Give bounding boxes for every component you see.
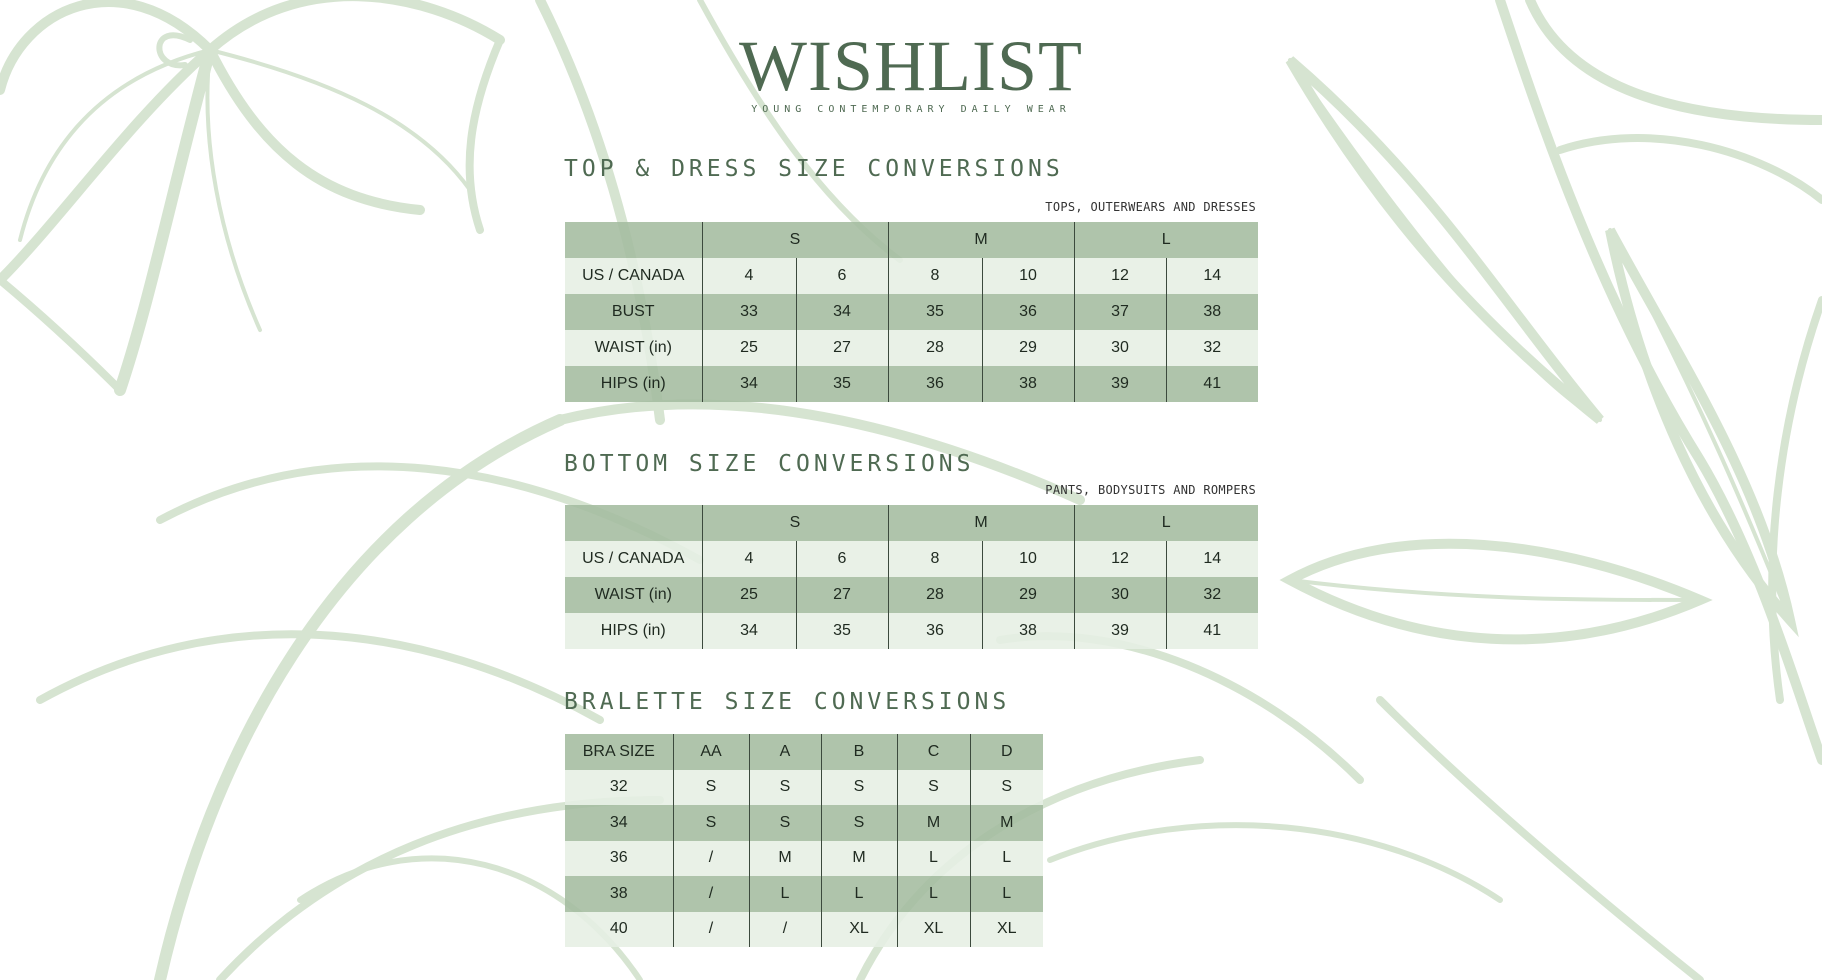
table-cell: S [897,770,970,806]
table-cell: 34 [796,294,888,330]
table-cell: 12 [1074,541,1166,577]
header-cell: BRA SIZE [565,734,673,770]
table-cell: 35 [796,366,888,402]
table-cell: 36 [888,366,982,402]
table-cell: 34 [702,366,796,402]
top-dress-table [565,222,1258,402]
table-cell: S [673,805,749,841]
table-cell: 28 [888,577,982,613]
table-cell: / [673,912,749,948]
top-dress-note: TOPS, OUTERWEARS AND DRESSES [1045,200,1256,214]
table-cell: S [749,805,821,841]
table-cell: 12 [1074,258,1166,294]
table-cell: 27 [796,577,888,613]
table-cell: L [970,841,1043,877]
table-cell: 4 [702,258,796,294]
table-cell: 35 [796,613,888,649]
header-cell: AA [673,734,749,770]
brand-header [0,26,1822,115]
table-cell: 14 [1166,541,1258,577]
header-cell: C [897,734,970,770]
table-row [565,841,1043,877]
table-cell: 39 [1074,366,1166,402]
brand-logo: WISHLIST [739,26,1083,106]
table-cell: 10 [982,541,1074,577]
size-group-s: S [702,505,888,541]
table-cell: 25 [702,330,796,366]
header-empty-cell [565,505,702,541]
table-cell: 41 [1166,613,1258,649]
table-header-row [565,734,1043,770]
table-cell: 32 [1166,577,1258,613]
row-label: 38 [565,876,673,912]
table-cell: S [821,770,897,806]
table-cell: 29 [982,577,1074,613]
table-cell: L [897,876,970,912]
row-label: WAIST (in) [565,330,702,366]
table-cell: XL [821,912,897,948]
table-cell: 37 [1074,294,1166,330]
table-cell: M [821,841,897,877]
table-cell: 34 [702,613,796,649]
bottom-table [565,505,1258,649]
table-row [565,258,1258,294]
size-group-m: M [888,222,1074,258]
table-cell: L [897,841,970,877]
row-label: WAIST (in) [565,577,702,613]
table-cell: S [749,770,821,806]
bralette-title: BRALETTE SIZE CONVERSIONS [564,689,1011,715]
table-cell: M [970,805,1043,841]
header-cell: A [749,734,821,770]
row-label: HIPS (in) [565,613,702,649]
table-cell: 8 [888,258,982,294]
table-cell: 33 [702,294,796,330]
table-row [565,613,1258,649]
header-empty-cell [565,222,702,258]
table-cell: M [749,841,821,877]
bralette-table [565,734,1043,947]
table-cell: 32 [1166,330,1258,366]
table-cell: 39 [1074,613,1166,649]
table-row [565,912,1043,948]
table-cell: / [749,912,821,948]
size-group-m: M [888,505,1074,541]
table-cell: L [970,876,1043,912]
table-cell: 4 [702,541,796,577]
table-cell: 14 [1166,258,1258,294]
row-label: 34 [565,805,673,841]
table-cell: 25 [702,577,796,613]
table-cell: 36 [982,294,1074,330]
table-cell: 29 [982,330,1074,366]
table-cell: 36 [888,613,982,649]
table-cell: 41 [1166,366,1258,402]
table-row [565,876,1043,912]
table-cell: S [970,770,1043,806]
size-group-s: S [702,222,888,258]
table-cell: M [897,805,970,841]
table-cell: 35 [888,294,982,330]
row-label: US / CANADA [565,258,702,294]
bottom-note: PANTS, BODYSUITS AND ROMPERS [1045,483,1256,497]
table-header-row [565,222,1258,258]
table-cell: 30 [1074,330,1166,366]
table-cell: XL [970,912,1043,948]
table-row [565,541,1258,577]
table-cell: 30 [1074,577,1166,613]
table-row [565,330,1258,366]
table-cell: 28 [888,330,982,366]
row-label: 36 [565,841,673,877]
table-cell: / [673,841,749,877]
header-cell: B [821,734,897,770]
table-cell: 27 [796,330,888,366]
table-cell: 38 [1166,294,1258,330]
header-cell: D [970,734,1043,770]
table-cell: XL [897,912,970,948]
table-cell: 8 [888,541,982,577]
table-row [565,770,1043,806]
row-label: 40 [565,912,673,948]
table-cell: S [673,770,749,806]
row-label: US / CANADA [565,541,702,577]
size-group-l: L [1074,505,1258,541]
table-cell: 6 [796,258,888,294]
bottom-title: BOTTOM SIZE CONVERSIONS [564,451,975,477]
row-label: BUST [565,294,702,330]
table-cell: 10 [982,258,1074,294]
table-cell: 38 [982,613,1074,649]
table-cell: / [673,876,749,912]
table-header-row [565,505,1258,541]
row-label: 32 [565,770,673,806]
table-cell: 6 [796,541,888,577]
top-dress-title: TOP & DRESS SIZE CONVERSIONS [564,156,1064,182]
brand-tagline: YOUNG CONTEMPORARY DAILY WEAR [751,104,1071,115]
table-cell: S [821,805,897,841]
table-cell: L [821,876,897,912]
table-cell: L [749,876,821,912]
table-row [565,805,1043,841]
table-row [565,294,1258,330]
row-label: HIPS (in) [565,366,702,402]
table-cell: 38 [982,366,1074,402]
size-group-l: L [1074,222,1258,258]
table-row [565,366,1258,402]
table-row [565,577,1258,613]
